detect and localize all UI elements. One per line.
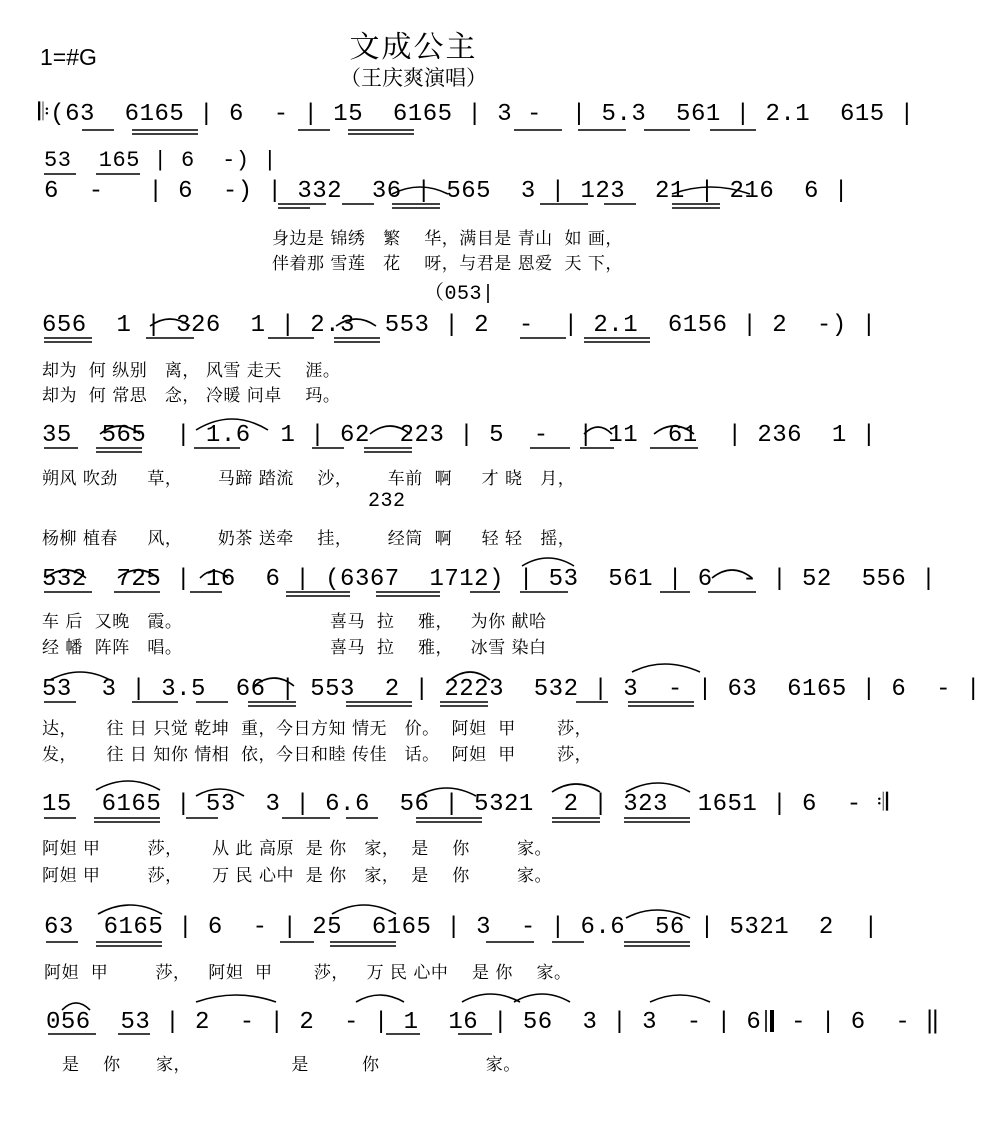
alt-notes-232: 232 — [368, 490, 406, 513]
notation-line-3: 6 - | 6 -) | 332 36 | 565 3 | 123 21 | 216 6 | — [44, 178, 849, 205]
lyric-line-8b: 阿妲 甲 莎， 万 民 心中 是 你 家， 是 你 家。 — [42, 866, 553, 886]
lyric-line-3a: 身边是 锦绣 繁 华，满目是 青山 如 画， — [272, 229, 623, 249]
lyric-line-5b: 杨柳 植春 风， 奶茶 送牵 挂， 经筒 啊 轻 轻 摇， — [42, 529, 576, 549]
notation-line-7: 53 3 | 3.5 66 | 553 2 | 2223 532 | 3 - | 63 6165 | 6 - | — [42, 676, 981, 703]
song-subtitle: （王庆爽演唱） — [340, 66, 487, 90]
lyric-line-9: 阿妲 甲 莎， 阿妲 甲 莎， 万 民 心中 是 你 家。 — [44, 963, 572, 983]
notation-line-9: 63 6165 | 6 - | 25 6165 | 3 - | 6.6 56 | 5321 2 | — [44, 914, 879, 941]
notation-line-5: 35 565 | 1.6 1 | 62 223 | 5 - | 11 61 | 236 1 | — [42, 422, 877, 449]
lyric-line-6b: 经 幡 阵阵 唱。 喜马 拉 雅， 冰雪 染白 — [42, 638, 547, 658]
lyric-line-4a: 却为 何 纵别 离， 风雪 走天 涯。 — [42, 361, 341, 381]
notation-line-10: 056 53 | 2 - | 2 - | 1 16 | 56 3 | 3 - | 6 - | 6 - ‖ — [46, 1009, 941, 1036]
notation-line-4: 656 1 | 326 1 | 2.3 553 | 2 - | 2.1 6156 | 2 -) | — [42, 312, 877, 339]
notation-line-1: 𝄆(63 6165 | 6 - | 15 6165 | 3 - | 5.3 561 | 2.1 615 | — [38, 101, 915, 128]
lyric-line-4b: 却为 何 常思 念， 冷暖 问卓 玛。 — [42, 386, 341, 406]
lyric-line-8a: 阿妲 甲 莎， 从 此 高原 是 你 家， 是 你 家。 — [42, 839, 553, 859]
song-title: 文成公主 — [349, 30, 478, 65]
pickup-notes: （053| — [424, 283, 495, 306]
lyric-line-5a: 朔风 吹劲 草， 马蹄 踏流 沙， 车前 啊 才 晓 月， — [42, 469, 576, 489]
key-signature: 1=#G — [40, 44, 97, 70]
notation-line-2: 53 165 | 6 -) | — [44, 148, 277, 173]
lyric-line-3b: 伴着那 雪莲 花 呀，与君是 恩爱 天 下， — [272, 254, 623, 274]
notation-line-6: 532 725 | 16 6 | (6367 1712) | 53 561 | 6 - | 52 556 | — [42, 566, 937, 593]
lyric-line-7b: 发， 往 日 知你 情相 依，今日和睦 传佳 话。 阿妲 甲 莎， — [42, 745, 593, 765]
lyric-line-10: 是 你 家， 是 你 家。 — [62, 1055, 521, 1075]
lyric-line-7a: 达， 往 日 只觉 乾坤 重，今日方知 情无 价。 阿妲 甲 莎， — [42, 719, 593, 739]
notation-line-8: 15 6165 | 53 3 | 6.6 56 | 5321 2 | 323 1651 | 6 - 𝄇 — [42, 791, 889, 818]
lyric-line-6a: 车 后 又晚 霞。 喜马 拉 雅， 为你 献哈 — [42, 612, 547, 632]
